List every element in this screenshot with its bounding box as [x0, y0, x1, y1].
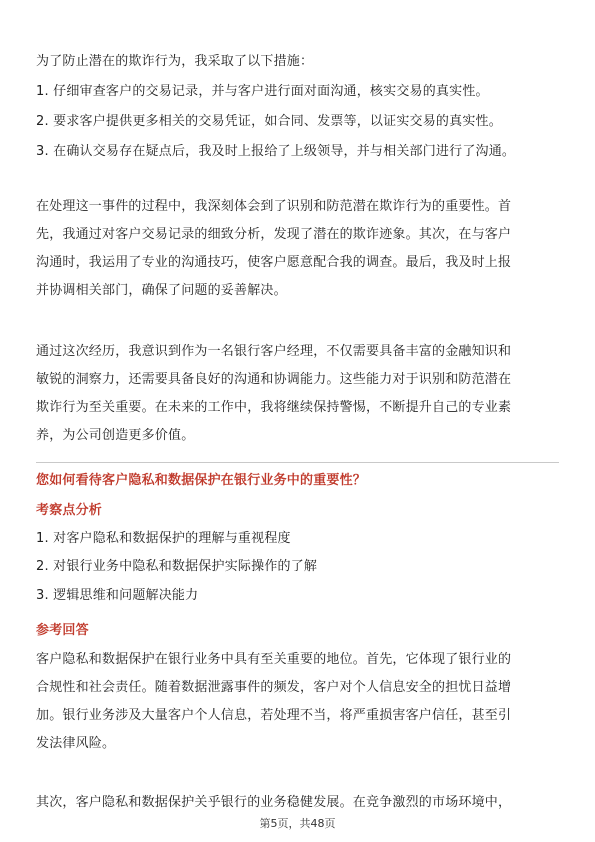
answer-line: 发法律风险。	[36, 736, 116, 751]
measure-item: 3. 在确认交易存在疑点后，我及时上报给了上级领导，并与相关部门进行了沟通。	[36, 144, 516, 159]
paragraph-line: 在处理这一事件的过程中，我深刻体会到了识别和防范潜在欺诈行为的重要性。首	[36, 199, 512, 214]
analysis-point: 3. 逻辑思维和问题解决能力	[36, 588, 199, 603]
paragraph-line: 沟通时，我运用了专业的沟通技巧，使客户愿意配合我的调查。最后，我及时上报	[36, 255, 512, 270]
answer-line: 其次，客户隐私和数据保护关乎银行的业务稳健发展。在竞争激烈的市场环境中，	[36, 795, 512, 810]
measure-item: 2. 要求客户提供更多相关的交易凭证，如合同、发票等，以证实交易的真实性。	[36, 114, 502, 129]
analysis-heading: 考察点分析	[36, 503, 103, 518]
answer-heading: 参考回答	[36, 623, 89, 638]
question-title: 您如何看待客户隐私和数据保护在银行业务中的重要性？	[36, 473, 367, 488]
answer-line: 加。银行业务涉及大量客户个人信息，若处理不当，将严重损害客户信任，甚至引	[36, 708, 512, 723]
analysis-point: 1. 对客户隐私和数据保护的理解与重视程度	[36, 531, 291, 546]
page-number: 第5页，共48页	[259, 817, 336, 830]
paragraph-line: 并协调相关部门，确保了问题的妥善解决。	[36, 283, 287, 298]
intro-lead: 为了防止潜在的欺诈行为，我采取了以下措施：	[36, 54, 314, 69]
paragraph-line: 先，我通过对客户交易记录的细致分析，发现了潜在的欺诈迹象。其次，在与客户	[36, 227, 512, 242]
section-divider	[36, 462, 559, 463]
analysis-point: 2. 对银行业务中隐私和数据保护实际操作的了解	[36, 559, 318, 574]
paragraph-line: 敏锐的洞察力，还需要具备良好的沟通和协调能力。这些能力对于识别和防范潜在	[36, 372, 512, 387]
answer-line: 客户隐私和数据保护在银行业务中具有至关重要的地位。首先，它体现了银行业的	[36, 652, 512, 667]
measure-item: 1. 仔细审查客户的交易记录，并与客户进行面对面沟通，核实交易的真实性。	[36, 84, 489, 99]
paragraph-line: 欺诈行为至关重要。在未来的工作中，我将继续保持警惕，不断提升自己的专业素	[36, 400, 512, 415]
paragraph-line: 养，为公司创造更多价值。	[36, 428, 195, 443]
answer-line: 合规性和社会责任。随着数据泄露事件的频发，客户对个人信息安全的担忧日益增	[36, 680, 512, 695]
paragraph-line: 通过这次经历，我意识到作为一名银行客户经理，不仅需要具备丰富的金融知识和	[36, 344, 512, 359]
